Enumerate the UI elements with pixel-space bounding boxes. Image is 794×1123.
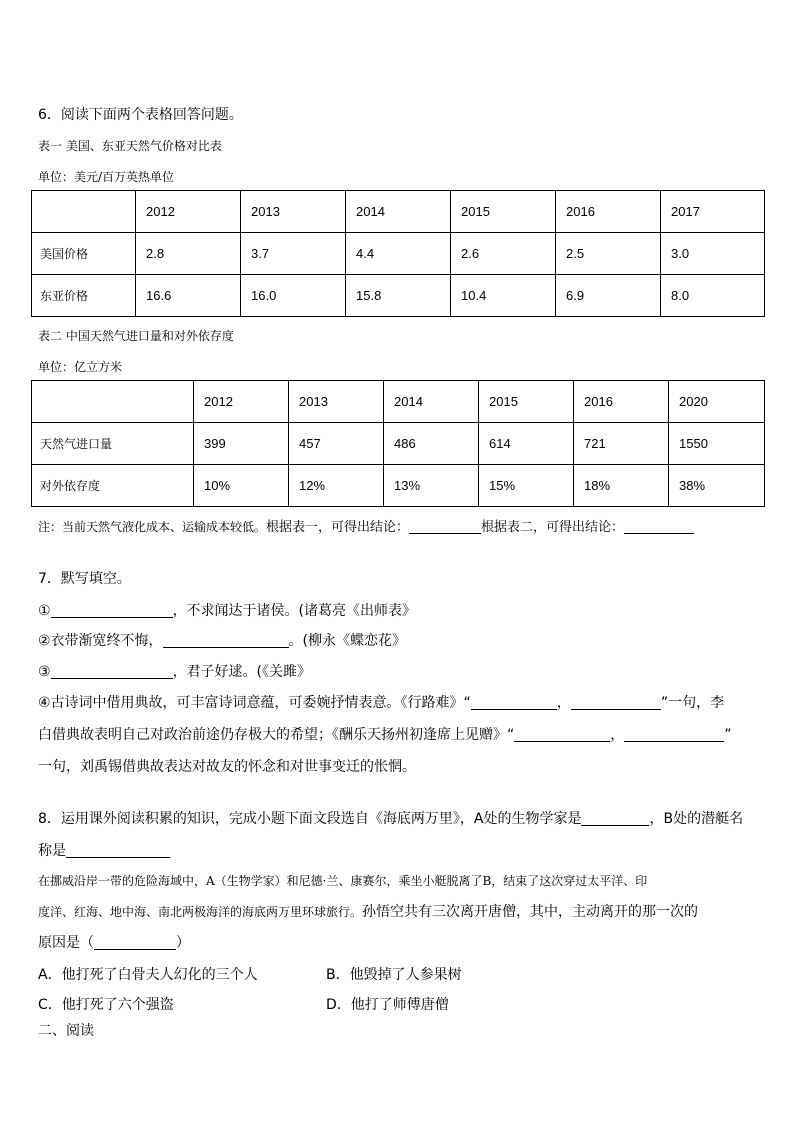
table2-cell: 486 [384, 423, 479, 465]
q8-passage-line-1: 在挪威沿岸一带的危险海域中，A（生物学家）和尼德·兰、康赛尔，乘坐小艇脱离了B，结束了这次穿过太平洋、印 [38, 874, 648, 888]
option-a[interactable]: A．他打死了白骨夫人幻化的三个人 [38, 967, 258, 983]
table2-row-import [32, 423, 765, 465]
table1-cell: 2.5 [556, 233, 661, 275]
answer-blank[interactable] [409, 519, 481, 534]
q8-line-1 [38, 808, 743, 828]
note-prefix: 注：当前天然气液化成本、运输成本较低。 [38, 520, 267, 534]
answer-blank[interactable] [66, 843, 170, 858]
table2-cell: 457 [289, 423, 384, 465]
q8-passage-text: 度洋、红海、地中海、南北两极海洋的海底两万里环球旅行。 [38, 905, 363, 919]
q8-text: ，B处的潜艇名 [649, 811, 744, 827]
answer-blank[interactable] [51, 603, 173, 618]
table1-cell: 10.4 [451, 275, 556, 317]
table1-year: 2012 [136, 191, 241, 233]
table2-cell: 13% [384, 465, 479, 507]
table2-row-label: 对外依存度 [32, 465, 194, 507]
answer-blank[interactable] [581, 811, 649, 826]
item-text: ，君子好逑。(《关雎》 [172, 664, 312, 680]
table1-cell: 15.8 [346, 275, 451, 317]
table1-year: 2015 [451, 191, 556, 233]
table2-cell: 38% [669, 465, 765, 507]
answer-blank[interactable] [163, 633, 289, 648]
q7-item-4-line1 [38, 692, 724, 712]
q7-item-4-line2 [38, 724, 732, 744]
table2-cell: 12% [289, 465, 384, 507]
q8-line-2 [38, 840, 170, 860]
table2-year: 2014 [384, 381, 479, 423]
q6-title: 6．阅读下面两个表格回答问题。 [38, 107, 243, 123]
table1-cell: 2.8 [136, 233, 241, 275]
table1-cell: 3.0 [661, 233, 765, 275]
table2-row-dependency [32, 465, 765, 507]
answer-blank[interactable] [514, 727, 610, 742]
item-text: ” [724, 727, 732, 743]
q8-text: ） [176, 935, 190, 951]
item-text: ④古诗词中借用典故，可丰富诗词意蕴，可委婉抒情表意。《行路难》“ [38, 695, 471, 711]
table1-header-row [32, 191, 765, 233]
q8-question-text: 孙悟空共有三次离开唐僧，其中，主动离开的那一次的 [362, 904, 699, 920]
table1-year: 2016 [556, 191, 661, 233]
table1-row-eastasia [32, 275, 765, 317]
note-question-2: 根据表二，可得出结论： [481, 520, 625, 535]
table2-caption: 表二 中国天然气进口量和对外依存度 [38, 329, 234, 343]
answer-blank[interactable] [471, 695, 557, 710]
table1-cell: 16.6 [136, 275, 241, 317]
item-comma: ， [556, 695, 571, 711]
table2-year: 2020 [669, 381, 765, 423]
q7-item-2 [38, 630, 406, 650]
table1-row-label: 东亚价格 [32, 275, 136, 317]
item-comma: ， [610, 727, 625, 743]
option-d[interactable]: D．他打了师傅唐僧 [326, 997, 449, 1013]
q8-text: 原因是（ [38, 935, 94, 951]
table2-cell: 15% [479, 465, 574, 507]
table1-caption: 表一 美国、东亚天然气价格对比表 [38, 139, 222, 153]
table1-cell: 2.6 [451, 233, 556, 275]
table1 [31, 190, 765, 317]
q8-text: 称是 [38, 843, 66, 859]
table2-cell: 721 [574, 423, 669, 465]
item-text: 。(柳永《蝶恋花》 [288, 633, 407, 649]
table1-cell: 4.4 [346, 233, 451, 275]
table1-cell: 3.7 [241, 233, 346, 275]
table1-cell: 6.9 [556, 275, 661, 317]
q7-item-1 [38, 600, 416, 620]
table2-year: 2016 [574, 381, 669, 423]
table1-cell: 8.0 [661, 275, 765, 317]
q8-text: 8．运用课外阅读积累的知识，完成小题下面文段选自《海底两万里》，A处的生物学家是 [38, 811, 582, 827]
item-number: ① [38, 603, 51, 619]
option-b[interactable]: B．他毁掉了人参果树 [326, 967, 462, 983]
table2-row-label: 天然气进口量 [32, 423, 194, 465]
table2-year: 2012 [194, 381, 289, 423]
answer-blank[interactable] [624, 519, 694, 534]
table1-corner [32, 191, 136, 233]
item-number: ③ [38, 664, 51, 680]
answer-blank[interactable] [51, 664, 173, 679]
item-text: ，不求闻达于诸侯。(诸葛亮《出师表》 [172, 603, 417, 619]
table2-year: 2015 [479, 381, 574, 423]
table1-year: 2013 [241, 191, 346, 233]
answer-blank[interactable] [571, 695, 661, 710]
table1-row-label: 美国价格 [32, 233, 136, 275]
q6-note [38, 516, 694, 535]
table2-cell: 10% [194, 465, 289, 507]
table2-cell: 1550 [669, 423, 765, 465]
table2-cell: 614 [479, 423, 574, 465]
table2 [31, 380, 765, 507]
table2-corner [32, 381, 194, 423]
q7-item-4-line3: 一句，刘禹锡借典故表达对故友的怀念和对世事变迁的怅惘。 [38, 759, 416, 775]
table2-unit: 单位：亿立方米 [38, 360, 123, 374]
table2-year: 2013 [289, 381, 384, 423]
table1-unit: 单位：美元/百万英热单位 [38, 170, 175, 184]
section-heading: 二、阅读 [38, 1023, 94, 1039]
answer-blank[interactable] [624, 727, 724, 742]
table1-row-us [32, 233, 765, 275]
q7-item-3 [38, 661, 311, 681]
item-text: 白借典故表明自己对政治前途仍存极大的希望；《酬乐天扬州初逢席上见赠》“ [38, 727, 515, 743]
q8-line-5 [38, 932, 190, 952]
table2-cell: 399 [194, 423, 289, 465]
answer-blank[interactable] [94, 935, 176, 950]
item-text: ”一句，李 [660, 695, 725, 711]
q7-title: 7．默写填空。 [38, 571, 131, 587]
table2-header-row [32, 381, 765, 423]
table2-cell: 18% [574, 465, 669, 507]
item-text: ②衣带渐宽终不悔， [38, 633, 163, 649]
table1-year: 2014 [346, 191, 451, 233]
table1-cell: 16.0 [241, 275, 346, 317]
table1-year: 2017 [661, 191, 765, 233]
note-question-1: 根据表一，可得出结论： [266, 520, 410, 535]
option-c[interactable]: C．他打死了六个强盗 [38, 997, 174, 1013]
q8-line-4 [38, 901, 698, 921]
